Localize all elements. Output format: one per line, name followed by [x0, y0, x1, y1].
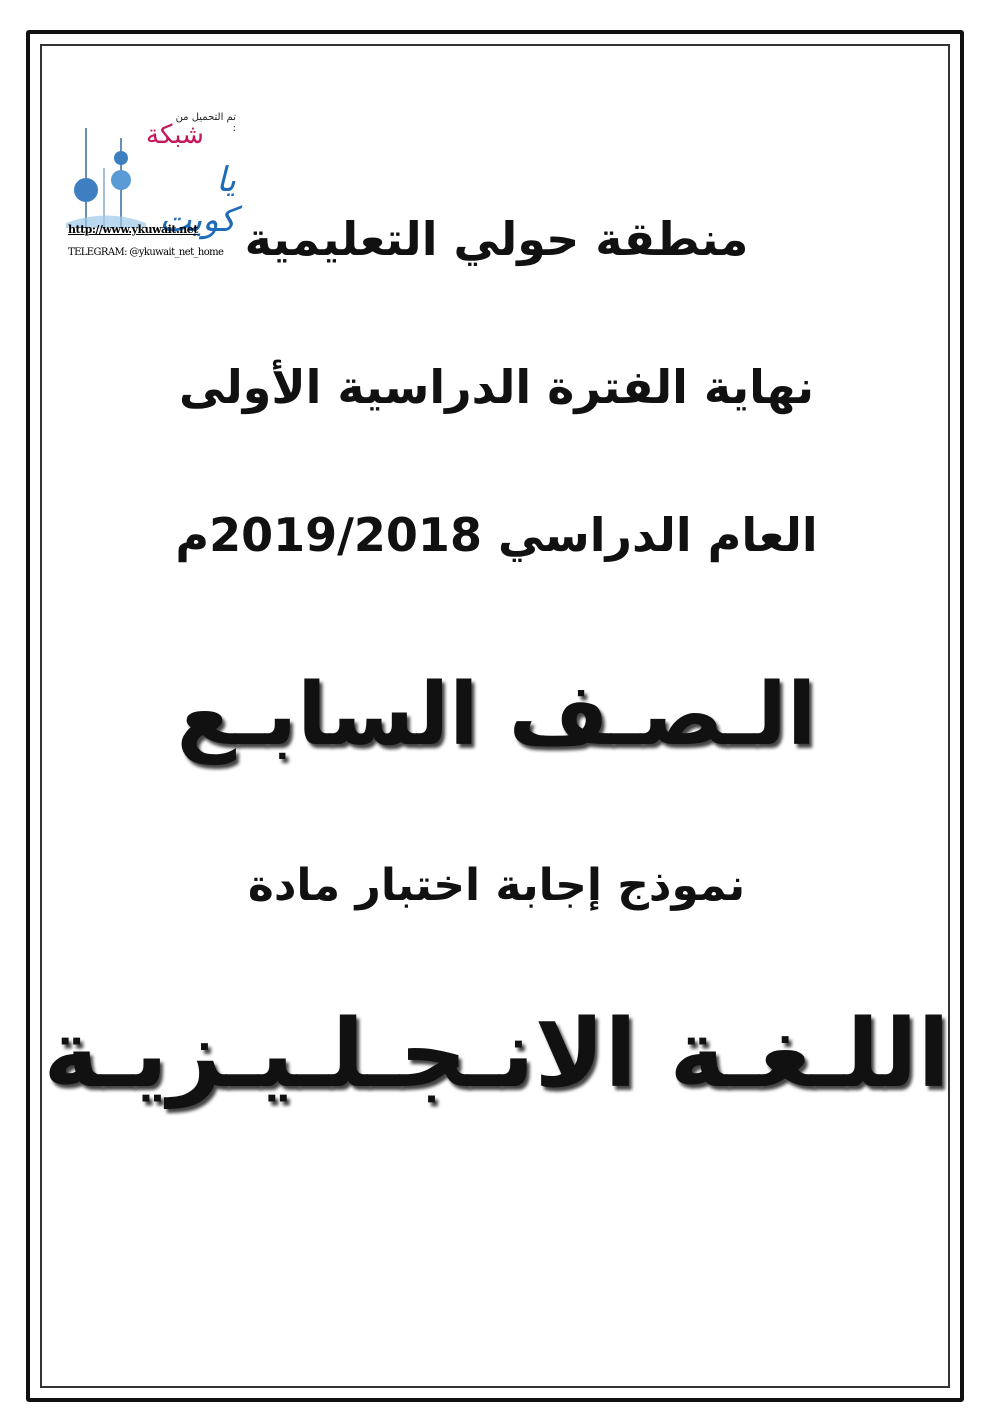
- term-heading: نهاية الفترة الدراسية الأولى: [178, 360, 814, 414]
- district-heading: منطقة حولي التعليمية: [244, 212, 749, 266]
- logo-brand-main: يا كويت: [159, 160, 236, 240]
- subject-title: اللـغـة الانـجـلـيـزيـة: [43, 1000, 950, 1109]
- logo-brand-top: شبكة: [146, 120, 204, 150]
- logo-header-text: تم التحميل من :: [175, 112, 236, 134]
- exam-type-heading: نموذج إجابة اختبار مادة: [247, 860, 746, 911]
- logo-telegram: TELEGRAM: @ykuwait_net_home: [68, 247, 224, 258]
- grade-title: الـصـف السابـع: [176, 665, 817, 765]
- logo-url: http://www.ykuwait.net: [68, 223, 198, 236]
- academic-year-heading: العام الدراسي 2019/2018م: [175, 508, 818, 562]
